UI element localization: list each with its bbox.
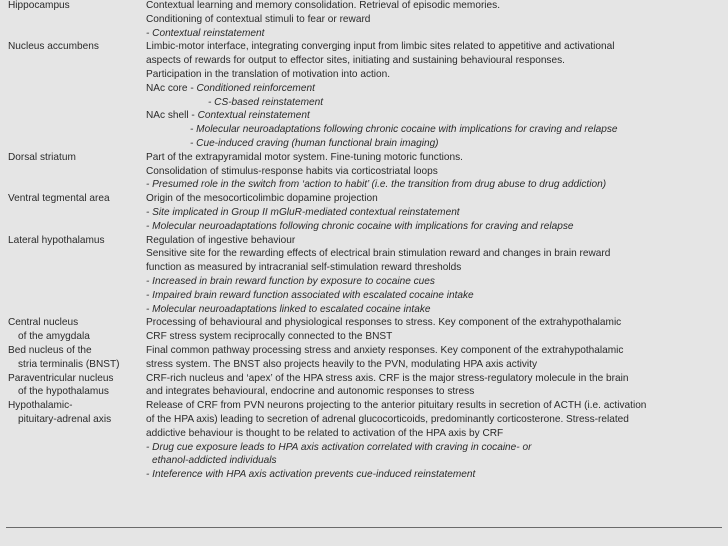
brain-region-cell [0,40,146,54]
brain-region-name: Central nucleus [8,317,79,329]
description-line: Regulation of ingestive behaviour [146,234,296,246]
table-row [0,399,728,482]
description-line: Release of CRF from PVN neurons projecting to the anterior pituitary results in secretion of ACTH (i.e. activation [146,400,647,412]
implication-line: - Presumed role in the switch from ‘action to habit’ (i.e. the transition from drug abuse to drug addiction) [146,179,607,191]
implication-line: - Impaired brain reward function associated with escalated cocaine intake [146,289,474,301]
brain-region-name: Bed nucleus of the [8,344,92,356]
description-line: CRF stress system reciprocally connected to the BNST [146,331,393,343]
table-row [0,344,728,372]
brain-region-cell [0,372,146,400]
function-description-cell [146,344,728,372]
function-description-cell [146,151,728,192]
description-line: Participation in the translation of motivation into action. [146,68,391,80]
function-description-cell [146,316,728,344]
description-line: Part of the extrapyramidal motor system. Fine-tuning motoric functions. [146,151,463,163]
brain-region-name: pituitary-adrenal axis [18,413,112,425]
brain-region-name: Ventral tegmental area [8,193,110,205]
subregion-label: NAc core - [146,82,197,94]
brain-region-name: Hypothalamic- [8,400,73,412]
brain-region-name: of the hypothalamus [18,386,109,398]
function-description-cell [146,0,728,40]
implication-line: - Inteference with HPA axis activation prevents cue-induced reinstatement [146,469,476,481]
brain-region-name: Nucleus accumbens [8,41,99,53]
brain-region-name: Dorsal striatum [8,151,76,163]
table-row [0,372,728,400]
table-row [0,192,728,233]
implication-line: - Contextual reinstatement [146,27,265,39]
brain-region-name: Hippocampus [8,0,70,11]
brain-region-cell [0,399,146,427]
implication-line: - Molecular neuroadaptations following chronic cocaine with implications for craving and relapse [146,220,574,232]
brain-region-cell [0,0,146,13]
brain-region-name: Lateral hypothalamus [8,234,105,246]
implication-line: - CS-based reinstatement [208,96,324,108]
subregion-finding: Conditioned reinforcement [196,82,315,94]
description-line: of the HPA axis) leading to secretion of adrenal glucocorticoids, predominantly corticosterone. Stress-related [146,413,629,425]
description-line [146,82,724,96]
description-line: function as measured by intracranial self-stimulation reward thresholds [146,262,462,274]
brain-region-cell [0,151,146,165]
description-line: Final common pathway processing stress and anxiety responses. Key component of the extrahypothalamic [146,344,624,356]
implication-line: - Molecular neuroadaptations linked to escalated cocaine intake [146,303,431,315]
brain-region-name: Paraventricular nucleus [8,372,114,384]
description-line: CRF-rich nucleus and ‘apex’ of the HPA stress axis. CRF is the major stress-regulatory molecule in the brain [146,372,629,384]
implication-line: - Molecular neuroadaptations following chronic cocaine with implications for craving and relapse [190,124,618,136]
brain-region-cell [0,316,146,344]
description-line: Origin of the mesocorticolimbic dopamine projection [146,193,378,205]
implication-line: - Drug cue exposure leads to HPA axis activation correlated with craving in cocaine- or [146,441,532,453]
brain-region-name: stria terminalis (BNST) [18,358,120,370]
implication-line: - Cue-induced craving (human functional brain imaging) [190,137,439,149]
implication-line: - Site implicated in Group II mGluR-mediated contextual reinstatement [146,206,460,218]
description-line: addictive behaviour is thought to be related to activation of the HPA axis by CRF [146,427,504,439]
description-line [146,109,724,123]
table-row [0,151,728,192]
brain-region-name: of the amygdala [18,331,90,343]
description-line: Contextual learning and memory consolidation. Retrieval of episodic memories. [146,0,501,11]
brain-region-cell [0,234,146,248]
description-line: Processing of behavioural and physiological responses to stress. Key component of the extrahypothalamic [146,317,622,329]
implication-line: ethanol-addicted individuals [152,455,277,467]
table-bottom-rule [6,527,722,528]
brain-region-cell [0,192,146,206]
description-line: Limbic-motor interface, integrating converging input from limbic sites related to appetitive and activational [146,41,615,53]
table-row [0,316,728,344]
function-description-cell [146,40,728,150]
description-line: Conditioning of contextual stimuli to fear or reward [146,13,371,25]
table-row [0,234,728,317]
description-line: and integrates behavioural, endocrine and autonomic responses to stress [146,386,475,398]
function-description-cell [146,372,728,400]
subregion-label: NAc shell - [146,110,198,122]
description-line: Consolidation of stimulus-response habits via corticostriatal loops [146,165,438,177]
function-description-cell [146,192,728,233]
table-row [0,40,728,150]
brain-region-cell [0,344,146,372]
description-line: stress system. The BNST also projects heavily to the PVN, modulating HPA axis activity [146,358,538,370]
table-row [0,0,728,40]
description-line: Sensitive site for the rewarding effects of electrical brain stimulation reward and changes in brain reward [146,248,611,260]
function-description-cell [146,234,728,317]
implication-line: - Increased in brain reward function by exposure to cocaine cues [146,275,435,287]
description-line: aspects of rewards for output to effector sites, initiating and sustaining behavioural responses. [146,55,565,67]
subregion-finding: Contextual reinstatement [197,110,310,122]
function-description-cell [146,399,728,482]
